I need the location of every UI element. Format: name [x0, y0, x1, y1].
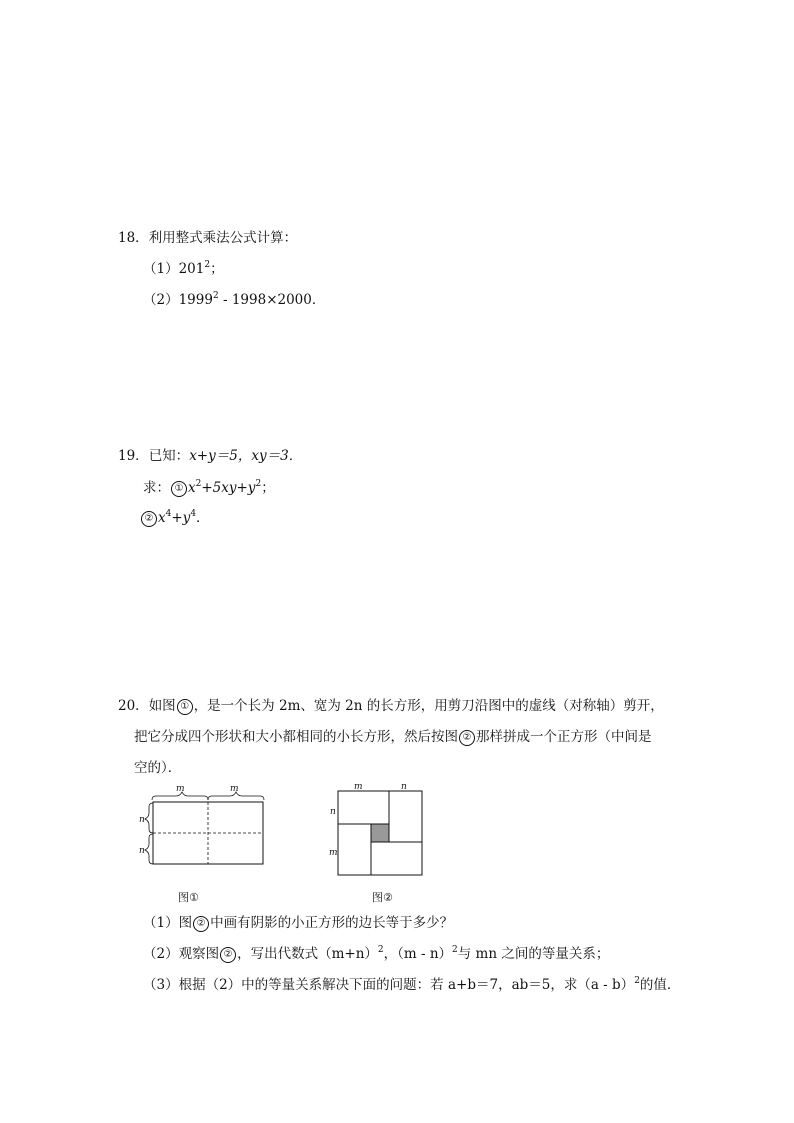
- q20-line1-b: ，是一个长为 2m、宽为 2n 的长方形，用剪刀沿图中的虚线（对称轴）剪开，: [193, 698, 664, 714]
- q19-number: 19．: [118, 448, 149, 464]
- fig2-label-n-left: n: [330, 807, 336, 817]
- q19-given-expr: x+y＝5，xy＝3．: [189, 448, 303, 464]
- q20-line1-a: 如图: [148, 698, 176, 714]
- q20-line2-a: 把它分成四个形状和大小都相同的小长方形，然后按图: [134, 729, 458, 745]
- q20-sub1-mark: ②: [193, 916, 209, 932]
- q20-line1: [118, 697, 664, 715]
- q20-sub2-b: ，写出代数式（m+n）: [237, 946, 378, 962]
- q18-part2: [143, 291, 325, 309]
- q19-ask-prefix: 求：: [143, 480, 170, 496]
- q19-item2-expr-a: x: [158, 510, 166, 526]
- q20-line3: 空的）．: [134, 760, 182, 776]
- q19-item2-mark: ②: [141, 511, 157, 527]
- q20-sub2-d: 与 mn 之间的等量关系；: [457, 946, 610, 962]
- q20-sub2-mark: ②: [220, 947, 236, 963]
- q19-item2-exp-a: 4: [165, 509, 172, 519]
- fig2-label-n-top: n: [401, 782, 407, 792]
- q20-sub2-label: （2）: [143, 946, 179, 962]
- fig1-label-m1: m: [176, 784, 185, 794]
- q20-sub3: [143, 976, 680, 994]
- q18-number: 18．: [118, 230, 149, 246]
- q18-part1-exp: 2: [204, 260, 211, 270]
- fig2-rect-left: [338, 824, 371, 875]
- q20-line2-mark: ②: [459, 730, 475, 746]
- figure-2-square: [326, 781, 428, 879]
- fig2-rect-top-left: [338, 791, 389, 824]
- q19-item2-expr-b: +y: [171, 510, 191, 526]
- q19-item1-end: ；: [261, 480, 275, 496]
- q20-sub2: [143, 945, 609, 963]
- figure-2-caption: 图②: [372, 891, 393, 904]
- q20-sub1-a: 图: [178, 915, 193, 931]
- q18-part1-base: 201: [178, 261, 205, 277]
- q20-sub1-label: （1）: [143, 915, 179, 931]
- fig2-rect-right: [389, 791, 422, 842]
- q19-given-prefix: 已知：: [148, 448, 190, 464]
- q20-line1-mark: ①: [177, 699, 193, 715]
- fig2-rect-bottom-right: [371, 842, 422, 875]
- q20-sub1: [143, 914, 453, 932]
- q18-stem: [118, 229, 297, 247]
- q20-sub2-c: ，（m - n）: [383, 946, 453, 962]
- q20-sub2-a: 观察图: [178, 946, 220, 962]
- q18-part2-label: （2）: [143, 292, 179, 308]
- q18-text: 利用整式乘法公式计算：: [148, 230, 298, 246]
- fig2-label-m-top: m: [354, 782, 363, 792]
- q19-item1-exp-a: 2: [195, 479, 202, 489]
- q19-item1-expr-a: x: [188, 480, 196, 496]
- q19-given: [118, 447, 302, 465]
- fig1-label-n2: n: [139, 846, 145, 856]
- q19-item1-mark: ①: [171, 481, 187, 497]
- q18-part2-rest: - 1998×2000．: [218, 292, 326, 308]
- q18-part2-base: 1999: [178, 292, 213, 308]
- fig2-shaded-square: [371, 824, 389, 842]
- q20-sub1-b: 中画有阴影的小正方形的边长等于多少？: [210, 915, 454, 931]
- q20-sub2-exp2: 2: [452, 945, 458, 955]
- q19-item1: [143, 479, 275, 497]
- q18-part1-label: （1）: [143, 261, 179, 277]
- q19-item1-exp-b: 2: [255, 479, 262, 489]
- q19-item1-expr-b: +5xy+y: [201, 480, 256, 496]
- q20-sub3-label: （3）: [143, 977, 179, 993]
- q20-sub2-exp1: 2: [377, 945, 384, 955]
- q20-sub3-exp: 2: [634, 976, 640, 986]
- fig1-brace-n-top: [145, 803, 153, 833]
- fig1-label-n1: n: [139, 815, 145, 825]
- fig1-brace-n-bottom: [145, 834, 153, 864]
- fig2-label-m-left: m: [329, 848, 338, 858]
- q19-item2: [140, 509, 210, 527]
- q18-part1: [143, 260, 224, 278]
- q18-part1-end: ；: [210, 261, 224, 277]
- q20-number: 20．: [118, 698, 149, 714]
- figure-1-rectangle: [138, 783, 270, 871]
- q19-item2-exp-b: 4: [190, 509, 197, 519]
- q20-line2-b: 那样拼成一个正方形（中间是: [476, 729, 652, 745]
- q20-sub3-a: 根据（2）中的等量关系解决下面的问题：若 a+b＝7，ab＝5，求（a - b）: [178, 977, 635, 993]
- fig1-label-m2: m: [230, 784, 239, 794]
- q20-line2: [134, 728, 652, 746]
- q18-part2-exp: 2: [212, 291, 219, 301]
- figure-1-caption: 图①: [178, 891, 199, 904]
- q19-item2-end: ．: [196, 510, 210, 526]
- q20-sub3-b: 的值．: [639, 977, 681, 993]
